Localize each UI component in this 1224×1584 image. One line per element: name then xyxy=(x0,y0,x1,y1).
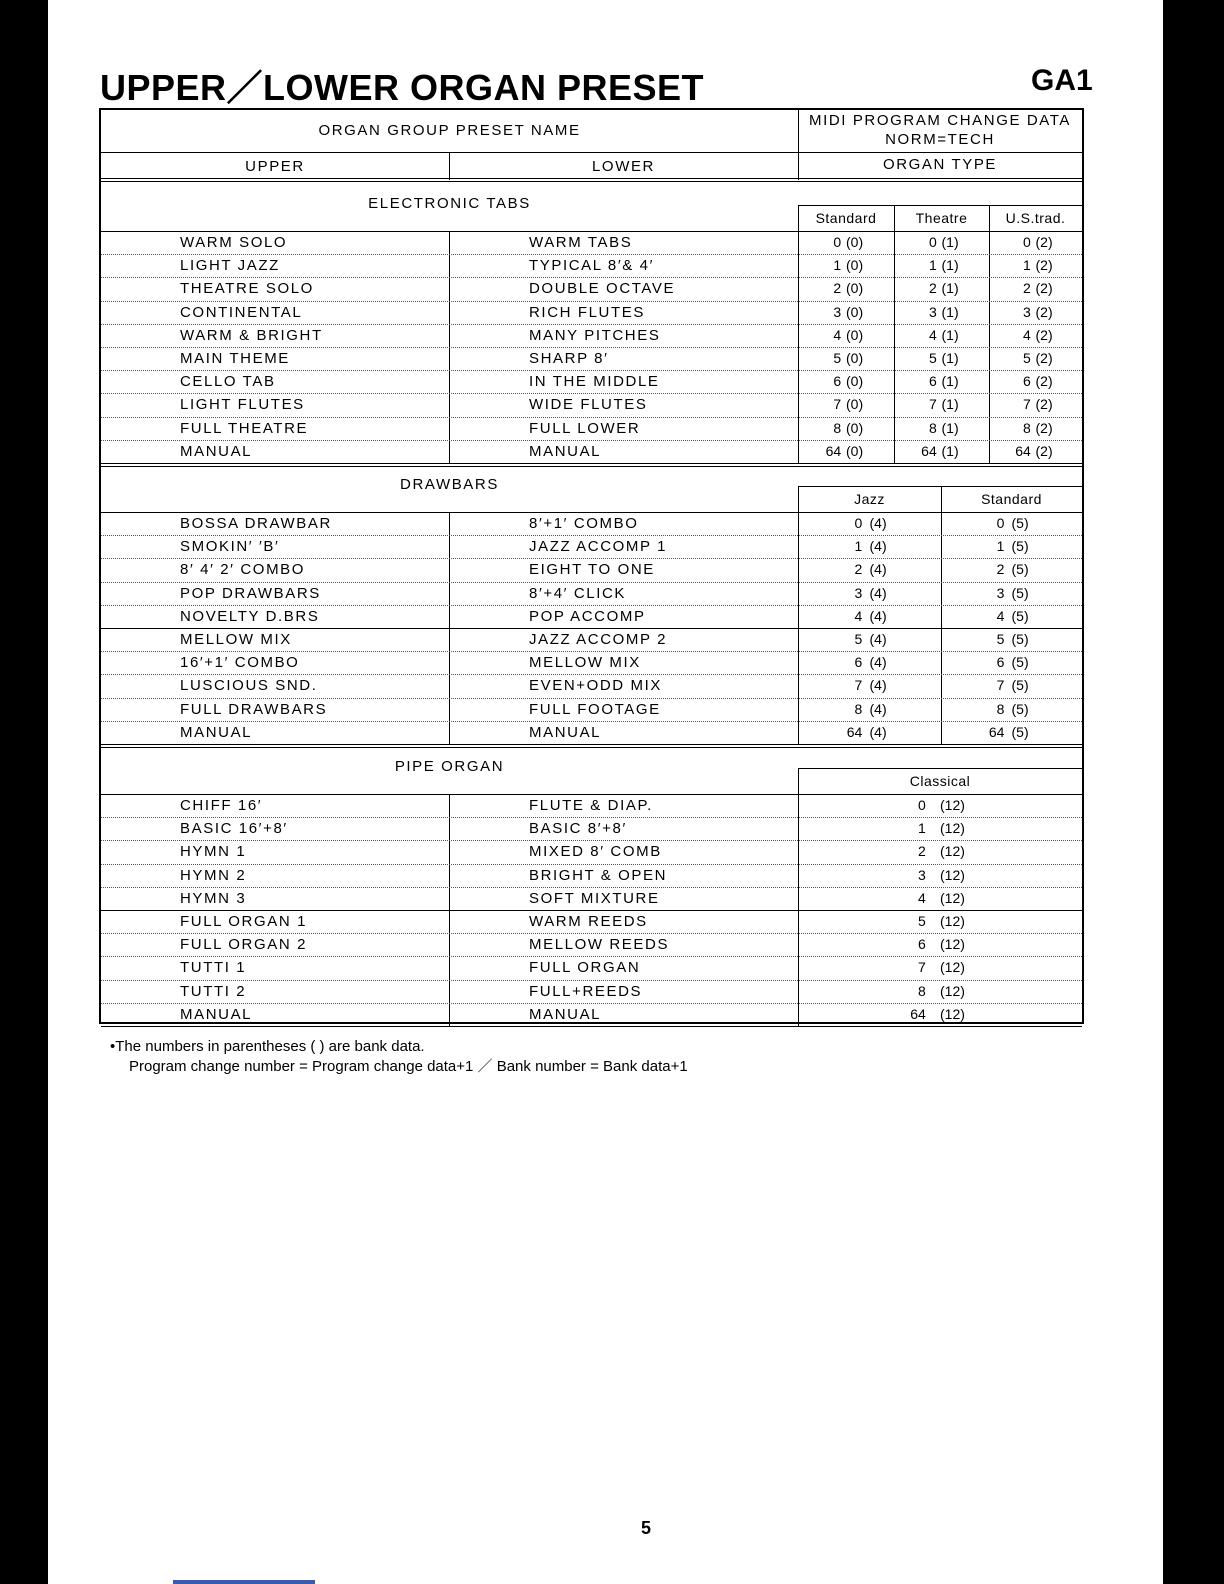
program-change-value: 64 xyxy=(921,442,937,459)
drawbars-type-1: Standard xyxy=(981,491,1042,507)
bank-value: (2) xyxy=(1035,234,1053,250)
program-change-value: 3 xyxy=(918,866,926,883)
bank-value: (12) xyxy=(940,936,965,953)
bank-value: (0) xyxy=(846,350,864,366)
bank-value: (0) xyxy=(846,373,864,390)
program-change-value: 7 xyxy=(928,396,937,413)
lower-preset-name: 8′+4′ CLICK xyxy=(529,584,627,602)
pipe-bottom-rule xyxy=(101,1026,1082,1027)
lower-preset-name: POP ACCOMP xyxy=(529,607,646,625)
program-change-value: 4 xyxy=(854,607,863,624)
lower-preset-name: WARM TABS xyxy=(529,234,633,251)
drawbars-type-rule xyxy=(798,486,1082,487)
bank-value: (4) xyxy=(869,700,887,717)
bank-value: (4) xyxy=(869,584,887,601)
program-change-value: 5 xyxy=(928,350,937,366)
program-change-value: 7 xyxy=(854,677,863,694)
bank-value: (12) xyxy=(940,959,965,976)
pipe-rows-top-rule xyxy=(101,794,1082,795)
footnote-line-1: •The numbers in parentheses ( ) are bank data. xyxy=(110,1038,425,1055)
bank-value: (0) xyxy=(846,326,864,343)
upper-preset-name: THEATRE SOLO xyxy=(180,280,314,298)
program-change-value: 64 xyxy=(846,723,863,740)
drawbars-section-label: DRAWBARS xyxy=(400,476,499,493)
program-change-value: 4 xyxy=(996,607,1005,624)
bank-value: (12) xyxy=(940,913,965,929)
program-change-value: 5 xyxy=(833,350,842,366)
row-rule xyxy=(101,605,1082,606)
program-change-value: 1 xyxy=(1023,257,1031,274)
row-rule xyxy=(101,910,1082,911)
row-rule xyxy=(101,417,1082,418)
row-rule xyxy=(101,651,1082,652)
bank-value: (4) xyxy=(869,723,887,740)
lower-preset-name: BASIC 8′+8′ xyxy=(529,820,627,838)
page-edge-mark xyxy=(173,1580,315,1584)
bank-value: (1) xyxy=(941,442,959,459)
bank-value: (4) xyxy=(869,538,887,555)
bank-value: (5) xyxy=(1011,607,1029,624)
footnote-line-2: Program change number = Program change data+1 ／ Bank number = Bank data+1 xyxy=(129,1058,688,1075)
lower-preset-name: MANUAL xyxy=(529,723,602,741)
electronic-type-2: U.S.trad. xyxy=(1005,210,1066,226)
upper-preset-name: HYMN 2 xyxy=(180,866,247,884)
row-rule xyxy=(101,440,1082,441)
program-change-value: 7 xyxy=(918,959,926,976)
program-change-value: 0 xyxy=(918,797,926,813)
program-change-value: 64 xyxy=(825,442,842,459)
program-change-value: 6 xyxy=(928,373,937,390)
upper-preset-name: MANUAL xyxy=(180,442,253,460)
lower-column-header: LOWER xyxy=(591,158,655,175)
bank-value: (12) xyxy=(940,982,965,999)
upper-preset-name: MELLOW MIX xyxy=(180,631,292,648)
lower-preset-name: RICH FLUTES xyxy=(529,303,645,321)
program-change-value: 2 xyxy=(996,561,1005,578)
section-rule xyxy=(101,178,1082,179)
lower-preset-name: SHARP 8′ xyxy=(529,350,609,367)
pipe-section-label: PIPE ORGAN xyxy=(394,758,505,775)
header-divider xyxy=(449,152,450,180)
page-number: 5 xyxy=(641,1518,652,1538)
upper-preset-name: TUTTI 1 xyxy=(180,959,247,977)
row-rule xyxy=(101,254,1082,255)
program-change-value: 7 xyxy=(833,396,842,413)
program-change-value: 2 xyxy=(1023,280,1031,297)
row-rule xyxy=(101,864,1082,865)
row-rule xyxy=(101,980,1082,981)
lower-preset-name: FULL+REEDS xyxy=(529,982,643,1000)
bank-value: (1) xyxy=(941,280,959,297)
bank-value: (5) xyxy=(1011,584,1029,601)
electronic-type-rule xyxy=(798,205,1082,206)
lower-preset-name: MIXED 8′ COMB xyxy=(529,843,662,861)
row-rule xyxy=(101,393,1082,394)
program-change-value: 0 xyxy=(854,515,863,531)
bank-value: (0) xyxy=(846,396,864,413)
bank-value: (5) xyxy=(1011,561,1029,578)
bank-value: (4) xyxy=(869,515,887,531)
bank-value: (0) xyxy=(846,303,864,320)
bank-value: (2) xyxy=(1035,442,1053,459)
program-change-value: 64 xyxy=(1015,442,1031,459)
lower-preset-name: WIDE FLUTES xyxy=(529,396,648,414)
program-change-value: 64 xyxy=(910,1005,926,1022)
bank-value: (5) xyxy=(1011,677,1029,694)
upper-preset-name: WARM & BRIGHT xyxy=(180,326,323,344)
bank-value: (0) xyxy=(846,442,864,459)
electronic-type-0: Standard xyxy=(815,210,877,226)
lower-preset-name: FULL FOOTAGE xyxy=(529,700,661,718)
lower-preset-name: FULL LOWER xyxy=(529,419,641,437)
row-rule xyxy=(101,277,1082,278)
preset-name-header: ORGAN GROUP PRESET NAME xyxy=(318,122,581,139)
program-change-value: 6 xyxy=(996,654,1005,671)
drawbars-bottom-rule xyxy=(101,744,1082,745)
upper-preset-name: 8′ 4′ 2′ COMBO xyxy=(180,561,306,579)
upper-preset-name: CELLO TAB xyxy=(180,373,276,391)
lower-preset-name: MANUAL xyxy=(529,442,602,460)
program-change-value: 1 xyxy=(918,820,926,837)
bank-value: (0) xyxy=(846,280,864,297)
bank-value: (1) xyxy=(941,303,959,320)
program-change-value: 3 xyxy=(854,584,863,601)
row-rule xyxy=(101,535,1082,536)
program-change-value: 6 xyxy=(833,373,842,390)
row-rule xyxy=(101,582,1082,583)
midi-header-line-2: NORM=TECH xyxy=(885,131,995,148)
bank-value: (12) xyxy=(940,1005,965,1022)
page xyxy=(48,0,1163,1584)
bank-value: (0) xyxy=(846,419,864,436)
program-change-value: 5 xyxy=(996,631,1005,647)
program-change-value: 8 xyxy=(833,419,842,436)
program-change-value: 0 xyxy=(928,234,937,250)
bank-value: (1) xyxy=(941,373,959,390)
upper-preset-name: HYMN 3 xyxy=(180,889,247,907)
program-change-value: 8 xyxy=(918,982,926,999)
upper-preset-name: BASIC 16′+8′ xyxy=(180,820,288,838)
bank-value: (4) xyxy=(869,677,887,694)
lower-preset-name: EVEN+ODD MIX xyxy=(529,677,662,695)
lower-preset-name: DOUBLE OCTAVE xyxy=(529,280,676,298)
lower-preset-name: MANUAL xyxy=(529,1005,602,1023)
lower-preset-name: MELLOW REEDS xyxy=(529,936,670,954)
bank-value: (2) xyxy=(1035,396,1053,413)
page-title: UPPER／LOWER ORGAN PRESET xyxy=(100,67,705,108)
drawbars-type-0: Jazz xyxy=(854,491,885,507)
upper-column-header: UPPER xyxy=(245,158,305,175)
bank-value: (1) xyxy=(941,396,959,413)
program-change-value: 6 xyxy=(918,936,926,953)
program-change-value: 6 xyxy=(1023,373,1031,390)
program-change-value: 8 xyxy=(928,419,937,436)
section-rule xyxy=(101,466,1082,467)
bank-value: (4) xyxy=(869,631,887,647)
bank-value: (4) xyxy=(869,654,887,671)
program-change-value: 3 xyxy=(833,303,842,320)
bank-value: (0) xyxy=(846,234,864,250)
drawbars-rows-top-rule xyxy=(101,512,1082,513)
bank-value: (2) xyxy=(1035,303,1053,320)
program-change-value: 4 xyxy=(1023,326,1031,343)
lower-preset-name: WARM REEDS xyxy=(529,913,648,930)
lower-preset-name: MANY PITCHES xyxy=(529,326,661,344)
electronic-bottom-rule xyxy=(101,463,1082,464)
upper-preset-name: MANUAL xyxy=(180,723,253,741)
bank-value: (4) xyxy=(869,607,887,624)
program-change-value: 6 xyxy=(854,654,863,671)
lower-preset-name: FLUTE & DIAP. xyxy=(529,797,653,814)
section-rule xyxy=(101,181,1082,182)
bank-value: (5) xyxy=(1011,515,1029,531)
lower-preset-name: FULL ORGAN xyxy=(529,959,641,977)
program-change-value: 2 xyxy=(918,843,926,860)
program-change-value: 64 xyxy=(988,723,1005,740)
bank-value: (12) xyxy=(940,843,965,860)
upper-preset-name: FULL THEATRE xyxy=(180,419,309,437)
lower-preset-name: EIGHT TO ONE xyxy=(529,561,655,579)
row-rule xyxy=(101,887,1082,888)
electronic-section-label: ELECTRONIC TABS xyxy=(368,195,531,212)
program-change-value: 5 xyxy=(854,631,863,647)
upper-preset-name: POP DRAWBARS xyxy=(180,584,321,602)
lower-preset-name: TYPICAL 8′& 4′ xyxy=(529,257,655,275)
lower-preset-name: JAZZ ACCOMP 1 xyxy=(529,538,668,556)
program-change-value: 2 xyxy=(854,561,863,578)
lower-preset-name: IN THE MIDDLE xyxy=(529,373,660,391)
program-change-value: 1 xyxy=(833,257,842,274)
upper-preset-name: CHIFF 16′ xyxy=(180,797,263,814)
bank-value: (1) xyxy=(941,326,959,343)
row-rule xyxy=(101,698,1082,699)
upper-preset-name: BOSSA DRAWBAR xyxy=(180,515,332,532)
row-rule xyxy=(101,840,1082,841)
lower-preset-name: SOFT MIXTURE xyxy=(529,889,660,907)
program-change-value: 1 xyxy=(928,257,937,274)
row-rule xyxy=(101,674,1082,675)
row-rule xyxy=(101,628,1082,629)
bank-value: (2) xyxy=(1035,373,1053,390)
row-rule xyxy=(101,817,1082,818)
upper-preset-name: SMOKIN′ ′B′ xyxy=(180,538,280,556)
row-rule xyxy=(101,1003,1082,1004)
model-code: GA1 xyxy=(1031,64,1093,97)
program-change-value: 0 xyxy=(1023,234,1031,250)
row-rule xyxy=(101,933,1082,934)
program-change-value: 8 xyxy=(996,700,1005,717)
electronic-rows-top-rule xyxy=(101,231,1082,232)
program-change-value: 4 xyxy=(928,326,937,343)
program-change-value: 7 xyxy=(1023,396,1031,413)
upper-preset-name: LUSCIOUS SND. xyxy=(180,677,318,695)
lower-preset-name: JAZZ ACCOMP 2 xyxy=(529,631,668,648)
bank-value: (2) xyxy=(1035,326,1053,343)
upper-preset-name: 16′+1′ COMBO xyxy=(180,654,300,672)
program-change-value: 7 xyxy=(996,677,1005,694)
program-change-value: 4 xyxy=(833,326,842,343)
electronic-type-1: Theatre xyxy=(915,210,968,226)
program-change-value: 5 xyxy=(918,913,926,929)
bank-value: (1) xyxy=(941,350,959,366)
program-change-value: 8 xyxy=(1023,419,1031,436)
pipe-type-rule xyxy=(798,768,1082,769)
row-rule xyxy=(101,301,1082,302)
organ-type-header: ORGAN TYPE xyxy=(882,156,998,173)
upper-preset-name: FULL ORGAN 1 xyxy=(180,913,308,930)
bank-value: (2) xyxy=(1035,350,1053,366)
row-rule xyxy=(101,370,1082,371)
upper-preset-name: FULL ORGAN 2 xyxy=(180,936,308,954)
bank-value: (12) xyxy=(940,889,965,906)
upper-preset-name: LIGHT JAZZ xyxy=(180,257,280,275)
bank-value: (4) xyxy=(869,561,887,578)
header-rule xyxy=(101,152,1082,153)
bank-value: (1) xyxy=(941,234,959,250)
bank-value: (0) xyxy=(846,257,864,274)
row-rule xyxy=(101,721,1082,722)
bank-value: (12) xyxy=(940,866,965,883)
bank-value: (12) xyxy=(940,797,965,813)
row-rule xyxy=(101,956,1082,957)
upper-preset-name: MANUAL xyxy=(180,1005,253,1023)
program-change-value: 3 xyxy=(996,584,1005,601)
upper-preset-name: HYMN 1 xyxy=(180,843,247,861)
upper-preset-name: NOVELTY D.BRS xyxy=(180,607,320,625)
upper-preset-name: WARM SOLO xyxy=(180,234,288,251)
bank-value: (5) xyxy=(1011,700,1029,717)
program-change-value: 2 xyxy=(928,280,937,297)
bank-value: (5) xyxy=(1011,654,1029,671)
lower-preset-name: MELLOW MIX xyxy=(529,654,641,672)
row-rule xyxy=(101,347,1082,348)
bank-value: (12) xyxy=(940,820,965,837)
row-rule xyxy=(101,558,1082,559)
program-change-value: 0 xyxy=(996,515,1005,531)
row-rule xyxy=(101,324,1082,325)
bank-value: (2) xyxy=(1035,280,1053,297)
bank-value: (2) xyxy=(1035,257,1053,274)
program-change-value: 2 xyxy=(833,280,842,297)
upper-preset-name: LIGHT FLUTES xyxy=(180,396,305,414)
lower-preset-name: BRIGHT & OPEN xyxy=(529,866,668,884)
bank-value: (5) xyxy=(1011,631,1029,647)
upper-preset-name: FULL DRAWBARS xyxy=(180,700,328,718)
midi-header-line-1: MIDI PROGRAM CHANGE DATA xyxy=(808,112,1072,129)
bank-value: (2) xyxy=(1035,419,1053,436)
bank-value: (1) xyxy=(941,419,959,436)
program-change-value: 3 xyxy=(928,303,937,320)
program-change-value: 0 xyxy=(833,234,842,250)
upper-preset-name: MAIN THEME xyxy=(180,350,290,367)
section-rule xyxy=(101,747,1082,748)
program-change-value: 8 xyxy=(854,700,863,717)
preset-table xyxy=(99,108,1084,1024)
bank-value: (1) xyxy=(941,257,959,274)
program-change-value: 1 xyxy=(854,538,863,555)
upper-preset-name: CONTINENTAL xyxy=(180,303,303,321)
program-change-value: 5 xyxy=(1023,350,1031,366)
program-change-value: 3 xyxy=(1023,303,1031,320)
lower-preset-name: 8′+1′ COMBO xyxy=(529,515,639,532)
bank-value: (5) xyxy=(1011,723,1029,740)
upper-preset-name: TUTTI 2 xyxy=(180,982,247,1000)
program-change-value: 1 xyxy=(996,538,1005,555)
pipe-type-0: Classical xyxy=(909,773,971,789)
bank-value: (5) xyxy=(1011,538,1029,555)
program-change-value: 4 xyxy=(918,889,926,906)
